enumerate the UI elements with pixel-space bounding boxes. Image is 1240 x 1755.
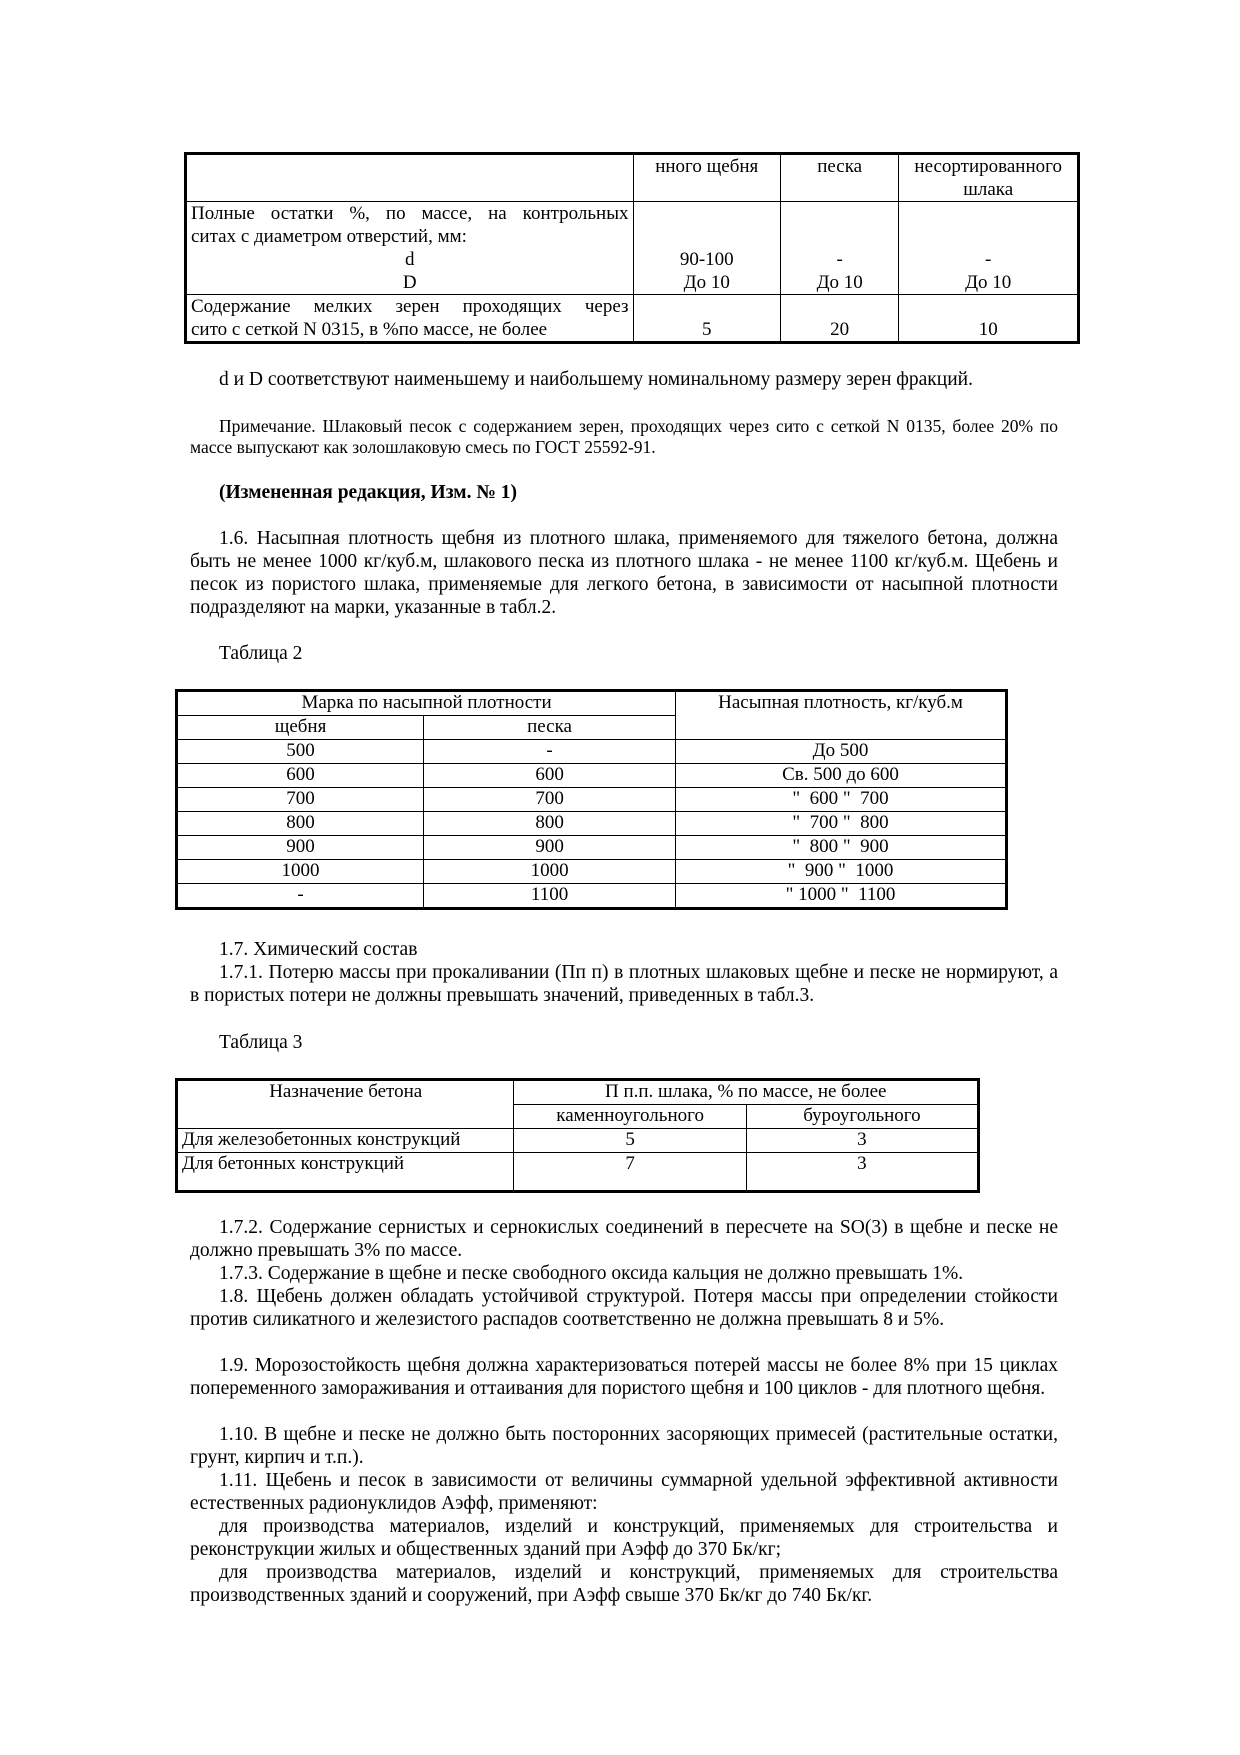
table1-row1-label-line1: Полные остатки %, по массе, на контрольных bbox=[191, 203, 629, 224]
table2-cell: 700 bbox=[177, 788, 424, 812]
table1-row1-label bbox=[186, 202, 634, 295]
paragraph-1-7: 1.7. Химический состав bbox=[219, 939, 418, 960]
table2-cell: " 700 " 800 bbox=[676, 812, 1007, 836]
paragraph-1-9: 1.9. Морозостойкость щебня должна характеризоваться потерей массы не более 8% при 15 циклах попеременного замораживания и оттаивания для пористого щебня и 100 циклов - для плотного щебня. bbox=[190, 1355, 1058, 1399]
table-row bbox=[186, 202, 1079, 295]
paragraph-use-residential: для производства материалов, изделий и конструкций, применяемых для строительства и реконструкции жилых и общественных зданий при Аэфф до 370 Бк/кг; bbox=[190, 1516, 1058, 1560]
table1-row1-sub-D: D bbox=[402, 272, 417, 293]
table3-header-loss: П п.п. шлака, % по массе, не более bbox=[514, 1080, 979, 1105]
table1-cell: 90-100 bbox=[679, 249, 734, 270]
paragraph-1-7-2: 1.7.2. Содержание сернистых и сернокислых соединений в пересчете на SO(3) в щебне и песке не должно превышать 3% по массе. bbox=[190, 1217, 1058, 1261]
table1-row1-col4 bbox=[899, 202, 1079, 295]
table-3 bbox=[175, 1078, 980, 1193]
table2-cell: 900 bbox=[424, 836, 676, 860]
table-row bbox=[177, 1153, 979, 1192]
table-row bbox=[186, 154, 1079, 202]
table2-header-density: Насыпная плотность, кг/куб.м bbox=[676, 691, 1007, 740]
table1-cell: До 10 bbox=[816, 272, 863, 293]
paragraph-1-11: 1.11. Щебень и песок в зависимости от величины суммарной удельной эффективной активности естественных радионуклидов Аэфф, применяют: bbox=[190, 1470, 1058, 1514]
table1-cell: До 10 bbox=[683, 272, 730, 293]
table1-header-gravel: нного щебня bbox=[633, 154, 780, 202]
table3-header-coal: каменноугольного bbox=[514, 1105, 746, 1129]
table2-cell: 1000 bbox=[424, 860, 676, 884]
table-1 bbox=[184, 152, 1080, 344]
table2-cell: 800 bbox=[424, 812, 676, 836]
table2-cell: - bbox=[177, 884, 424, 909]
table1-row1-col2 bbox=[633, 202, 780, 295]
table3-cell: Для бетонных конструкций bbox=[177, 1153, 514, 1192]
table1-header-unsorted: несортированного шлака bbox=[899, 154, 1079, 202]
table2-cell: 700 bbox=[424, 788, 676, 812]
table-2 bbox=[175, 689, 1008, 910]
table2-cell: 600 bbox=[177, 764, 424, 788]
table1-cell: - bbox=[836, 249, 843, 270]
table-row bbox=[177, 884, 1007, 909]
table3-caption: Таблица 3 bbox=[219, 1032, 303, 1053]
table2-header-gravel: щебня bbox=[177, 716, 424, 740]
table2-caption: Таблица 2 bbox=[219, 643, 303, 664]
table-row bbox=[177, 1080, 979, 1105]
paragraph-1-10: 1.10. В щебне и песке не должно быть посторонних засоряющих примесей (растительные остатки, грунт, кирпич и т.п.). bbox=[190, 1424, 1058, 1468]
table1-row2-col2: 5 bbox=[633, 295, 780, 343]
table2-header-sand: песка bbox=[424, 716, 676, 740]
table3-header-purpose: Назначение бетона bbox=[177, 1080, 514, 1129]
table2-header-mark: Марка по насыпной плотности bbox=[177, 691, 676, 716]
table1-cell: - bbox=[985, 249, 992, 270]
table-row bbox=[177, 788, 1007, 812]
table-row bbox=[177, 1129, 979, 1153]
paragraph-use-industrial: для производства материалов, изделий и конструкций, применяемых для строительства производственных зданий и сооружений, при Аэфф свыше 370 Бк/кг до 740 Бк/кг. bbox=[190, 1562, 1058, 1606]
paragraph-1-7-3: 1.7.3. Содержание в щебне и песке свободного оксида кальция не должно превышать 1%. bbox=[219, 1263, 964, 1284]
amended-edition: (Измененная редакция, Изм. № 1) bbox=[219, 482, 518, 503]
table-row bbox=[177, 860, 1007, 884]
table3-cell: 5 bbox=[514, 1129, 746, 1153]
table2-cell: " 1000 " 1100 bbox=[676, 884, 1007, 909]
table2-cell: 800 bbox=[177, 812, 424, 836]
table1-row1-col3 bbox=[780, 202, 898, 295]
table3-cell: 7 bbox=[514, 1153, 746, 1192]
table3-header-brown: буроугольного bbox=[746, 1105, 978, 1129]
note-primechanie: Примечание. Шлаковый песок с содержанием зерен, проходящих через сито с сеткой N 0135, более 20% по массе выпускают как золошлаковую смесь по ГОСТ 25592-91. bbox=[190, 416, 1058, 457]
table2-cell: - bbox=[424, 740, 676, 764]
paragraph-1-7-1: 1.7.1. Потерю массы при прокаливании (Пп п) в плотных шлаковых щебне и песке не нормируют, а в пористых потери не должны превышать значений, приведенных в табл.3. bbox=[190, 962, 1058, 1006]
table-row bbox=[177, 812, 1007, 836]
table3-cell: 3 bbox=[746, 1129, 978, 1153]
table-row bbox=[177, 740, 1007, 764]
table2-cell: 600 bbox=[424, 764, 676, 788]
table1-row1-label-line2: ситах с диаметром отверстий, мм: bbox=[191, 226, 467, 247]
table-row bbox=[186, 295, 1079, 343]
table-row bbox=[177, 691, 1007, 716]
table2-cell: 500 bbox=[177, 740, 424, 764]
paragraph-1-6: 1.6. Насыпная плотность щебня из плотного шлака, применяемого для тяжелого бетона, должна быть не менее 1000 кг/куб.м, шлакового песка из плотного шлака - не менее 1100 кг/куб.м. Щебень и песок из пористого шлака, применяемые для легкого бетона, в зависимости от насыпной плотности подразделяют на марки, указанные в табл.2. bbox=[190, 528, 1058, 618]
table1-row2-col4: 10 bbox=[899, 295, 1079, 343]
table1-cell: До 10 bbox=[965, 272, 1012, 293]
table2-cell: " 800 " 900 bbox=[676, 836, 1007, 860]
table2-cell: До 500 bbox=[676, 740, 1007, 764]
table1-row2-label-line2: сито с сеткой N 0315, в %по массе, не более bbox=[191, 319, 548, 340]
table3-cell: 3 bbox=[746, 1153, 978, 1192]
table-row bbox=[177, 836, 1007, 860]
table1-header-empty bbox=[186, 154, 634, 202]
table-row bbox=[177, 764, 1007, 788]
table2-cell: Св. 500 до 600 bbox=[676, 764, 1007, 788]
table1-row2-label-line1: Содержание мелких зерен проходящих через bbox=[191, 296, 629, 317]
table1-row2-label bbox=[186, 295, 634, 343]
table2-cell: " 900 " 1000 bbox=[676, 860, 1007, 884]
table1-row1-sub-d: d bbox=[405, 249, 415, 270]
table2-cell: 1000 bbox=[177, 860, 424, 884]
table2-cell: 900 bbox=[177, 836, 424, 860]
table1-header-sand: песка bbox=[780, 154, 898, 202]
table3-cell: Для железобетонных конструкций bbox=[177, 1129, 514, 1153]
paragraph-1-8: 1.8. Щебень должен обладать устойчивой структурой. Потеря массы при определении стойкости против силикатного и железистого распадов соответственно не должна превышать 8 и 5%. bbox=[190, 1286, 1058, 1330]
table2-cell: 1100 bbox=[424, 884, 676, 909]
table1-row2-col3: 20 bbox=[780, 295, 898, 343]
note-d-D: d и D соответствуют наименьшему и наибольшему номинальному размеру зерен фракций. bbox=[219, 369, 973, 390]
table2-cell: " 600 " 700 bbox=[676, 788, 1007, 812]
